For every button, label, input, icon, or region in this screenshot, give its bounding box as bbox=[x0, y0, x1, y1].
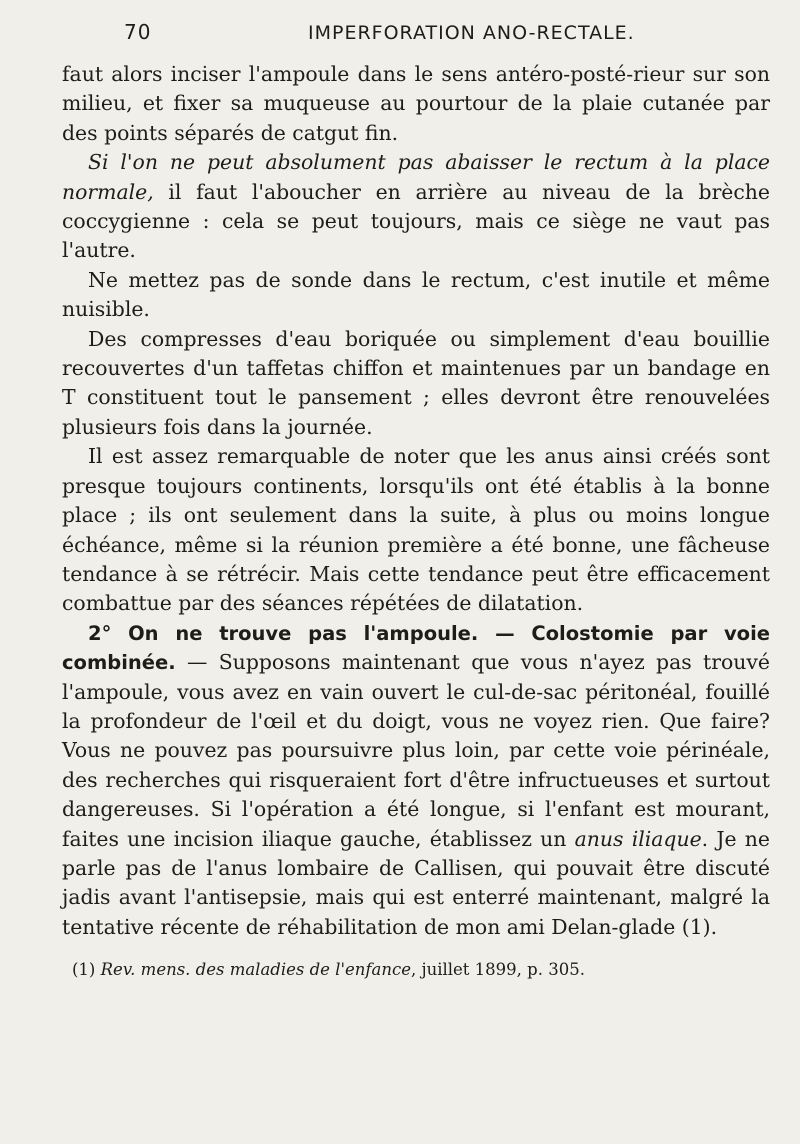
paragraph-3: Ne mettez pas de sonde dans le rectum, c'est inutile et même nuisible. bbox=[62, 267, 770, 322]
paragraph-5: Il est assez remarquable de noter que les anus ainsi créés sont presque toujours continents, lorsqu'ils ont été établis à la bonne place ; ils ont seulement dans la suite, à plus ou moins longue échéance, même si la réunion première a été bonne, une fâcheuse tendance à se rétrécir. Mais cette tendance peut être efficacement combattue par des séances répétées de dilatation. bbox=[62, 444, 770, 616]
body-text bbox=[62, 60, 770, 942]
paragraph-4: Des compresses d'eau boriquée ou simplement d'eau bouillie recouvertes d'un taffetas chiffon et maintenues par un bandage en T constituent tout le pansement ; elles devront être renouvelées plusieurs fois dans la journée. bbox=[62, 326, 770, 439]
footnote-marker: (1) bbox=[72, 960, 101, 980]
paragraph-6 bbox=[62, 619, 770, 942]
paragraph-6-part-b: . Je ne parle pas de l'anus lombaire de Callisen, qui pouvait être discuté jadis avant l'antisepsie, mais qui est enterré maintenant, malgré la tentative récente de réhabilitation de mon ami Delan-glade (1). bbox=[62, 826, 770, 939]
footnote-source: Rev. mens. des maladies de l'enfance bbox=[100, 960, 411, 980]
section-heading: 2° On ne trouve pas l'ampoule. — Colostomie par voie combinée. bbox=[62, 621, 770, 675]
paragraph-6-italic: anus iliaque bbox=[574, 826, 702, 851]
footnote-details: , juillet 1899, p. 305. bbox=[410, 960, 585, 980]
paragraph-1: faut alors inciser l'ampoule dans le sens antéro-posté-rieur sur son milieu, et fixer sa muqueuse au pourtour de la plaie cutanée par des points séparés de catgut fin. bbox=[62, 62, 770, 145]
paragraph-2-rest: il faut l'aboucher en arrière au niveau de la brèche coccygienne : cela se peut toujours, mais ce siège ne vaut pas l'autre. bbox=[62, 179, 770, 263]
page-header bbox=[62, 18, 770, 54]
page-number: 70 bbox=[124, 20, 152, 44]
book-page bbox=[62, 18, 770, 982]
running-title: IMPERFORATION ANO-RECTALE. bbox=[308, 22, 635, 44]
paragraph-2-italic: Si l'on ne peut absolument pas abaisser le rectum à la place normale, bbox=[62, 150, 770, 204]
paragraph-2 bbox=[62, 148, 770, 266]
footnote bbox=[62, 958, 770, 982]
paragraph-6-part-a: — Supposons maintenant que vous n'ayez pas trouvé l'ampoule, vous avez en vain ouvert le cul-de-sac péritonéal, fouillé la profondeur de l'œil et du doigt, vous ne voyez rien. Que faire? Vous ne pouvez pas poursuivre plus loin, par cette voie périnéale, des recherches qui risqueraient fort d'être infructueuses et surtout dangereuses. Si l'opération a été longue, si l'enfant est mourant, faites une incision iliaque gauche, établissez un bbox=[62, 650, 770, 851]
